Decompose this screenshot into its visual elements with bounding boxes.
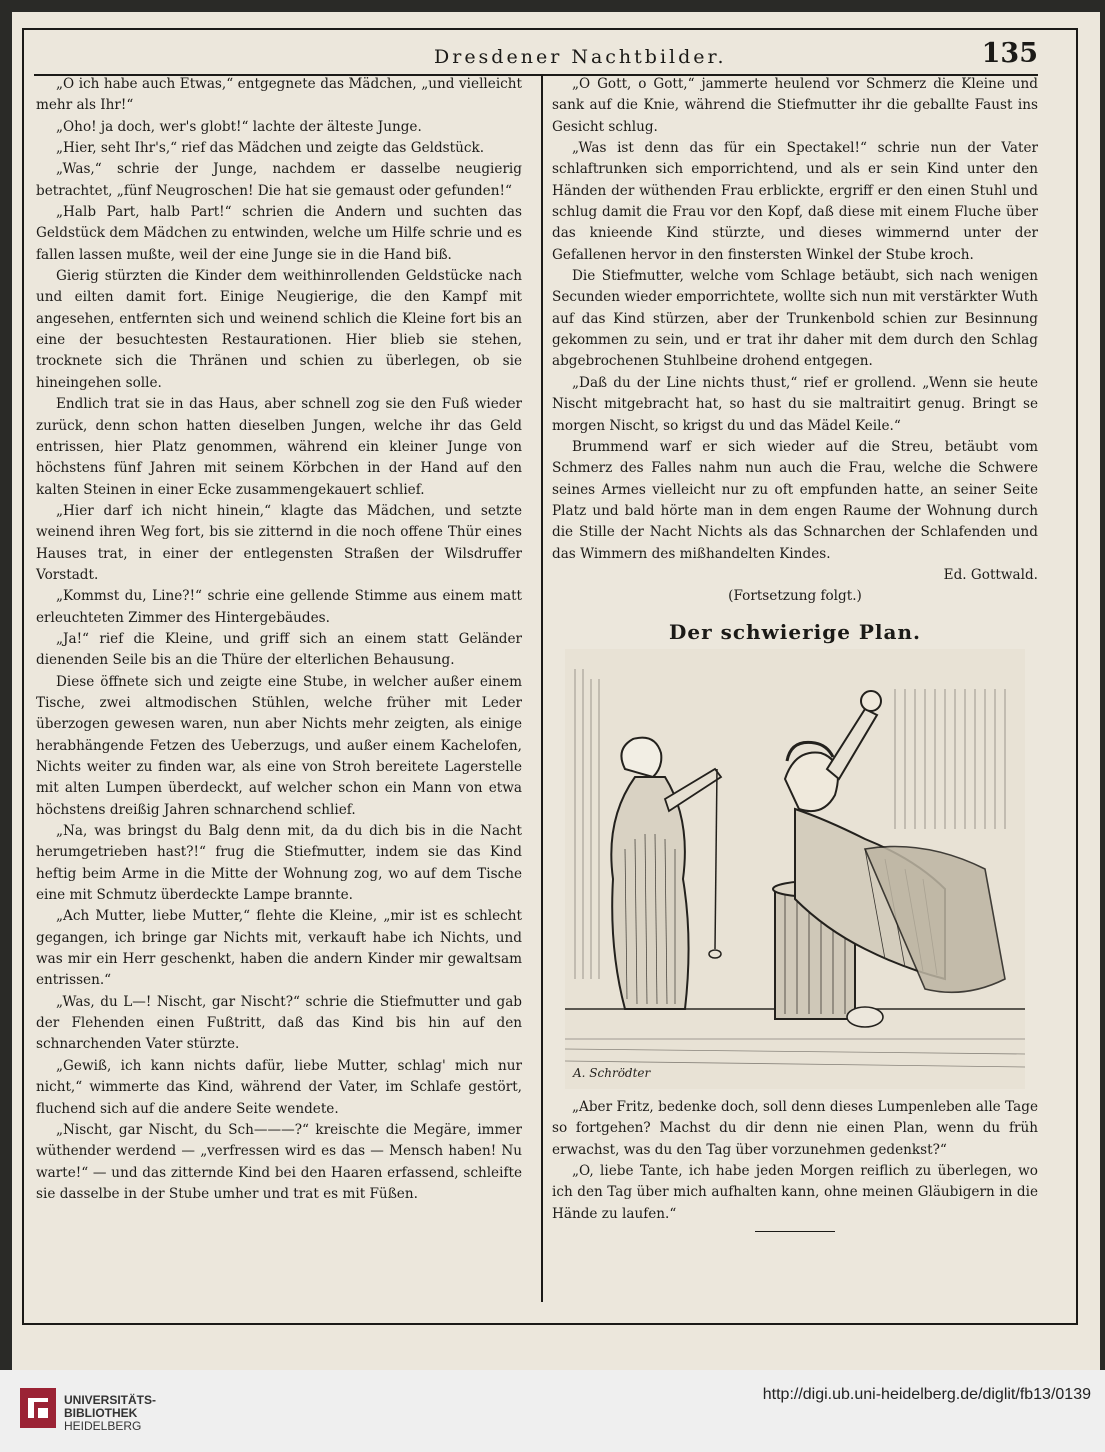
left-column-paragraph: „Ja!“ rief die Kleine, und griff sich an einem statt Geländer dienenden Seile bis an die Thüre der elterlichen Behausung. (36, 630, 522, 669)
svg-text:A. Schrödter: A. Schrödter (573, 1065, 651, 1080)
left-column (36, 74, 522, 1205)
left-column-paragraph: „Gewiß, ich kann nichts dafür, liebe Mutter, schlag' mich nur nicht,“ wimmerte das Kind, während der Vater, im Schlafe gestört, fluchend sich auf die andere Seite wendete. (36, 1057, 522, 1117)
library-name: UNIVERSITÄTS- BIBLIOTHEK HEIDELBERG (64, 1393, 157, 1433)
left-column-paragraph: „Hier darf ich nicht hinein,“ klagte das Mädchen, und setzte weinend ihren Weg fort, bis sie zitternd in die noch offene Thür eines Hauses trat, in einer der entlegensten Straßen der Wilsdruffer Vorstadt. (36, 502, 522, 583)
left-column-paragraph: „Halb Part, halb Part!“ schrien die Andern und suchten das Geldstück dem Mädchen zu entwinden, welche um Hilfe schrie und es fallen lassen mußte, weil der eine Junge sie in die Hand biß. (36, 204, 522, 263)
page-header (34, 32, 1038, 76)
left-column-paragraph: „Was,“ schrie der Junge, nachdem er dasselbe neugierig betrachtet, „fünf Neugroschen! Die hat sie gemaust oder gefunden!“ (36, 161, 522, 199)
left-column-paragraph: „Oho! ja doch, wer's globt!“ lachte der älteste Junge. (56, 118, 422, 135)
joke-paragraph: „Aber Fritz, bedenke doch, soll denn dieses Lumpenleben alle Tage so fortgehen? Machst du dir denn nie einen Plan, wenn du früh erwachst, was du den Tag über vorzunehmen gedenkst?“ (552, 1098, 1038, 1158)
left-column-paragraph: „Nischt, gar Nischt, du Sch———?“ kreischte die Megäre, immer wüthender werdend — „verfressen wird es das — Mensch haben! Nu warte!“ — und das zitternde Kind bei den Haaren erfassend, schleifte sie dasselbe in der Stube umher und trat es mit Füßen. (36, 1121, 522, 1202)
column-divider (541, 76, 543, 1302)
cartoon-illustration (565, 649, 1025, 1089)
right-column-paragraph: Die Stiefmutter, welche vom Schlage betäubt, sich nach wenigen Secunden wieder emporrichtete, wollte sich nun mit verstärkter Wuth auf das Kind stürzen, aber der Trunkenbold schien zur Besinnung gekommen zu sein, und er trat ihr daher mit dem durch den Schlag abgebrochenen Stuhlbeine drohend entgegen. (552, 268, 1038, 370)
left-column-paragraph: „Na, was bringst du Balg denn mit, da du dich bis in die Nacht herumgetrieben hast?!“ frug die Stiefmutter, indem sie das Kind heftig beim Arme in die Mitte der Wohnung zog, wo auf dem Tische eine mit Schmutz überdeckte Lampe brannte. (36, 823, 522, 904)
continuation-note: (Fortsetzung folgt.) (728, 588, 862, 605)
article-title: Der schwierige Plan. (669, 619, 921, 644)
source-url[interactable]: http://digi.ub.uni-heidelberg.de/diglit/fb13/0139 (762, 1386, 1091, 1403)
right-column-paragraph: „O Gott, o Gott,“ jammerte heulend vor Schmerz die Kleine und sank auf die Knie, während die Stiefmutter ihr die geballte Faust ins Gesicht schlug. (552, 76, 1038, 135)
end-rule (755, 1231, 835, 1232)
running-title: Dresdener Nachtbilder. (434, 46, 727, 68)
page-number: 135 (981, 38, 1038, 69)
left-column-paragraph: „Ach Mutter, liebe Mutter,“ flehte die Kleine, „mir ist es schlecht gegangen, ich bringe gar Nichts mit, verkauft habe ich Nichts, und was mir ein Herr geschenkt, haben die andern Kinder mir gewaltsam entrissen.“ (36, 908, 522, 989)
left-column-paragraph: „Was, du L—! Nischt, gar Nischt?“ schrie die Stiefmutter und gab der Flehenden einen Fußtritt, daß das Kind bis hin auf den schnarchenden Vater stürzte. (36, 993, 522, 1053)
left-column-paragraph: Diese öffnete sich und zeigte eine Stube, in welcher außer einem Tische, zwei altmodischen Stühlen, welche früher mit Leder überzogen gewesen waren, nun aber Nichts mehr zeigten, als einige herabhängende Fetzen des Ueberzugs, und außer einem Kachelofen, Nichts weiter zu finden war, als eine von Stroh bereitete Lagerstelle mit alten Lumpen überdeckt, auf welcher schon ein Mann von etwa höchstens dreißig Jahren schnarchend schlief. (36, 673, 522, 818)
right-column-paragraph: „Daß du der Line nichts thust,“ rief er grollend. „Wenn sie heute Nischt mitgebracht hat, so hast du sie maltraitirt genug. Bringt se morgen Nischt, so krigst du und das Mädel Keile.“ (552, 374, 1038, 434)
left-column-paragraph: „Kommst du, Line?!“ schrie eine gellende Stimme aus einem matt erleuchteten Zimmer des Hintergebäudes. (36, 588, 522, 626)
left-column-paragraph: „Hier, seht Ihr's,“ rief das Mädchen und zeigte das Geldstück. (56, 140, 485, 157)
left-column-paragraph: Gierig stürzten die Kinder dem weithinrollenden Geldstücke nach und eilten damit fort. Einige Neugierige, die den Kampf mit angesehen, entfernten sich und weinend schlich die Kleine fort bis an eine der besuchtesten Restaurationen. Hier blieb sie stehen, trocknete sich die Thränen und schien zu überlegen, ob sie hineingehen solle. (36, 268, 522, 391)
scanned-page (12, 12, 1100, 1370)
joke-paragraph: „O, liebe Tante, ich habe jeden Morgen reiflich zu überlegen, wo ich den Tag über mich aufhalten kann, ohne meinen Gläubigern in die Hände zu laufen.“ (552, 1162, 1038, 1222)
library-logo-icon (20, 1388, 56, 1428)
joke-text (552, 1097, 1038, 1225)
right-column-paragraph: „Was ist denn das für ein Spectakel!“ schrie nun der Vater schlaftrunken sich emporrichtend, und als er sein Kind unter den Händen der wüthenden Frau erblickte, ergriff er den einen Stuhl und schlug damit die Frau vor den Kopf, daß diese mit einem Fluche über das knieende Kind stürzte, und dieses wimmernd unter der Gefallenen hervor in den finstersten Winkel der Stube kroch. (552, 140, 1038, 263)
author-signature: Ed. Gottwald. (943, 566, 1038, 583)
right-column (552, 74, 1038, 1232)
library-footer (0, 1370, 1105, 1452)
left-column-paragraph: Endlich trat sie in das Haus, aber schnell zog sie den Fuß wieder zurück, denn schon hatten dieselben Jungen, welche ihr das Geld entrissen, hier Platz genommen, während ein kleiner Junge von höchstens fünf Jahren mit seinem Körbchen in der Hand auf den kalten Steinen in einer Ecke zusammengekauert schlief. (36, 396, 522, 498)
story-continuation (552, 74, 1038, 565)
left-column-paragraph: „O ich habe auch Etwas,“ entgegnete das Mädchen, „und vielleicht mehr als Ihr!“ (36, 76, 522, 114)
right-column-paragraph: Brummend warf er sich wieder auf die Streu, betäubt vom Schmerz des Falles nahm nun auch die Frau, welche die Schwere seines Armes vielleicht nur zu oft empfunden hatte, an seiner Seite Platz und bald hörte man in dem engen Raume der Wohnung durch die Stille der Nacht Nichts als das Schnarchen der Schlafenden und das Wimmern des mißhandelten Kindes. (552, 438, 1038, 562)
